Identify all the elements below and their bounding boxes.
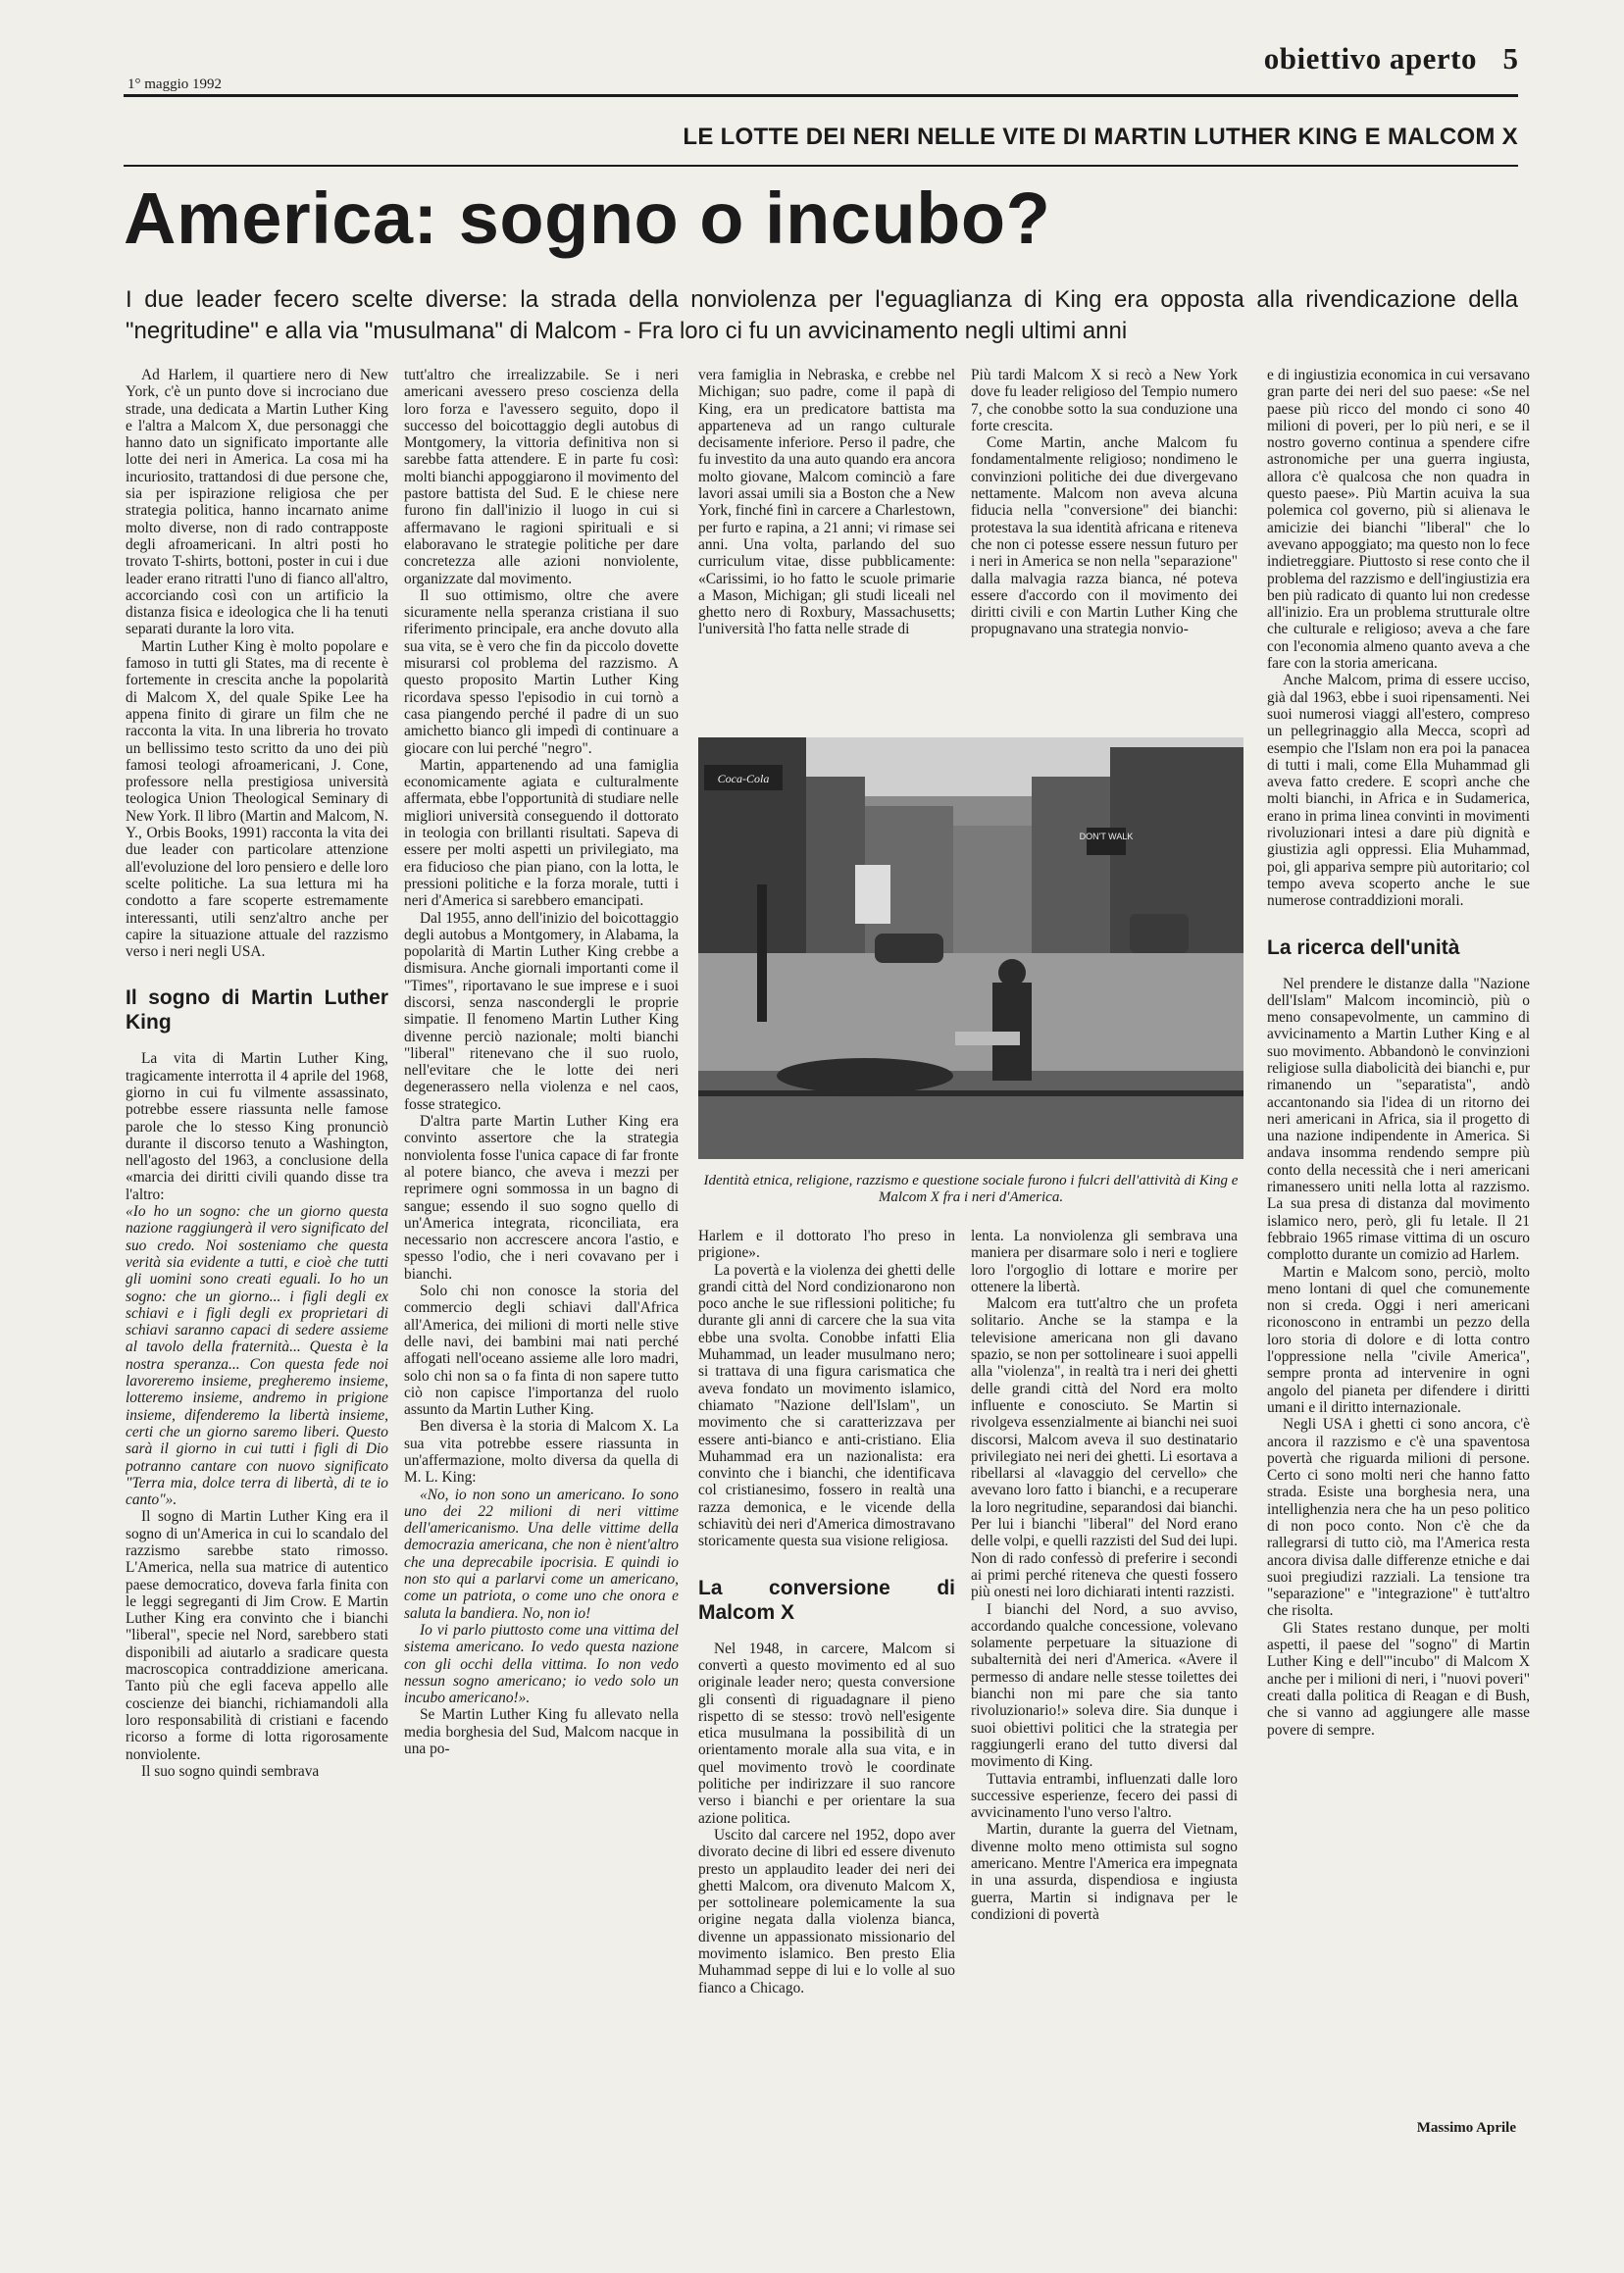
street-photo (698, 737, 1243, 1159)
kicker-rule (124, 165, 1518, 167)
paragraph: Tuttavia entrambi, influenzati dalle loro successive esperienze, fecero dei passi di avvicinamento l'uno verso l'altro. (971, 1770, 1238, 1822)
quote: Io vi parlo piuttosto come una vittima del sistema americano. Io vedo questa nazione con gli occhi della vittima. Io non vedo nessun sogno americano; io vedo solo un incubo americano!». (404, 1621, 679, 1707)
section-heading: La conversione di Malcom X (698, 1576, 955, 1624)
paragraph: lenta. La nonviolenza gli sembrava una maniera per disarmare solo i neri e togliere loro l'orgoglio di lottare e morire per ottenere la libertà. (971, 1228, 1238, 1295)
column-4-top (971, 367, 1238, 730)
paragraph: Martin, durante la guerra del Vietnam, divenne molto meno ottimista sul sogno americano. Mentre l'America era impegnata in una assurda, dispendiosa e ingiusta guerra, Martin si indignava per le condizioni di povertà (971, 1821, 1238, 1923)
paragraph: Se Martin Luther King fu allevato nella media borghesia del Sud, Malcom nacque in una po- (404, 1706, 679, 1758)
section-heading: La ricerca dell'unità (1267, 935, 1460, 959)
paragraph: Dal 1955, anno dell'inizio del boicottaggio degli autobus a Montgomery, in Alabama, la popolarità di Martin Luther King crebbe a dismisura. Anche giornali importanti come il "Times", riportavano le sue imprese e i suoi discorsi, senza nascondergli le proprie simpatie. Il fenomeno Martin Luther King divenne perciò nazionale; molti bianchi "liberal" ritenevano che il suo ruolo, nell'evitare che le lotte dei neri degenerassero nella violenza e nel caos, fosse strategico. (404, 909, 679, 1113)
column-5 (1267, 367, 1530, 2112)
quote: «No, io non sono un americano. Io sono uno dei 22 milioni di neri vittime dell'americanismo. Una delle vittime della democrazia americana, che non è nient'altro che una deprecabile ipocrisia. E quindi io non sto qui a parlarvi come un americano, come un patriota, o come uno che onora e saluta la bandiera. No, non io! (404, 1486, 679, 1622)
column-3-top (698, 367, 955, 730)
quote: «Io ho un sogno: che un giorno questa nazione raggiungerà il vero significato del suo credo. Noi sosteniamo che questa verità sia evidente a tutti, e cioè che tutti gli uomini sono creati eguali. Io ho un sogno: che un giorno... i figli degli ex schiavi e i figli degli ex proprietari di schiavi saranno capaci di sedere assieme al tavolo della fraternità... Questa è la nostra speranza... Con questa fede noi lavoreremo insieme, pregheremo insieme, lotteremo insieme, andremo in prigione insieme, difenderemo la libertà insieme, certi che un giorno saremo liberi. Questo sarà il giorno in cui tutti i figli di Dio potranno cantare con nuovo significato "Terra mia, dolce terra di libertà, di te io canto"». (126, 1203, 388, 1509)
header-rule (124, 94, 1518, 97)
paragraph: e di ingiustizia economica in cui versavano gran parte dei neri del suo paese: «Se nel paese più ricco del mondo ci sono 40 milioni di poveri, per lo più neri, e se il nostro governo continua a spendere cifre astronomiche per una guerra ingiusta, allora c'è qualcosa che non quadra in questo paese». Più Martin acuiva la sua polemica col governo, più si alienava le amicizie dei bianchi "liberal" che lo avevano appoggiato; ma questo non lo fece indietreggiare. Piuttosto si rese conto che il problema del razzismo e dell'ingiustizia era ben più radicato di quanto lui non credesse all'inizio. Era un problema strutturale oltre che culturale e religioso; aveva a che fare con l'economia almeno quanto aveva a che fare con la storia americana. (1267, 367, 1530, 673)
coca-cola-sign: Coca-Cola (717, 772, 770, 785)
paragraph: Malcom era tutt'altro che un profeta solitario. Anche se la stampa e la televisione americana non gli davano spazio, se non per sottolineare i suoi appelli alla "violenza", in realtà tra i neri dei ghetti delle grandi città del Nord era molto influente e conosciuto. Se Martin si rivolgeva essenzialmente ai bianchi nei suoi discorsi, Malcom aveva il suo destinatario privilegiato nei neri dei ghetti. Li esortava a ribellarsi al «lavaggio del cervello» che avevano loro fatto i bianchi, e a recuperare la loro negritudine, separandosi dai bianchi. Per lui i bianchi "liberal" del Nord erano delle volpi, e quelli razzisti del Sud dei lupi. Non di rado confessò di preferire i secondi ai primi perché riteneva che questi fossero più onesti nei loro dichiarati intenti razzisti. (971, 1295, 1238, 1601)
paragraph: Ad Harlem, il quartiere nero di New York, c'è un punto dove si incrociano due strade, una dedicata a Martin Luther King e l'altra a Malcom X, due personaggi che hanno dato un significato importante alle lotte dei neri in America. La cosa mi ha incuriosito, trattandosi di due persone che, sia per ispirazione religiosa che per strategia politica, hanno incarnato anime molto diverse, non di rado contrapposte degli afroamericani. In altri posti ho trovato T-shirts, bottoni, poster in cui i due leader erano ritratti l'uno di fianco all'altro, accorciando così con un artificio la distanza fisica e ideologica che li ha tenuti separati durante la loro vita. (126, 367, 388, 638)
headline: America: sogno o incubo? (124, 177, 1051, 259)
page-number: 5 (1502, 41, 1518, 76)
paragraph: Martin, appartenendo ad una famiglia economicamente agiata e culturalmente affermata, ebbe l'opportunità di studiare nelle migliori università conseguendo il dottorato in teologia con brillanti risultati. Sapeva di essere per molti aspetti un privilegiato, ma era fiducioso che pian piano, con la lotta, le pressioni politiche e la forza morale, tutti i neri d'America si sarebbero emancipati. (404, 756, 679, 910)
paragraph: Uscito dal carcere nel 1952, dopo aver divorato decine di libri ed essere divenuto presto un applaudito leader dei neri dei ghetti Malcom, ora divenuto Malcom X, per sottolineare polemicamente la sua origine negata dalla violenza bianca, divenne un appassionato missionario del movimento islamico. Ben presto Elia Muhammad seppe di lui e lo volle al suo fianco a Chicago. (698, 1826, 955, 1996)
kicker: LE LOTTE DEI NERI NELLE VITE DI MARTIN LUTHER KING E MALCOM X (683, 124, 1518, 150)
paragraph: La povertà e la violenza dei ghetti delle grandi città del Nord condizionarono non poco anche le sue riflessioni politiche; fu durante gli anni di carcere che la sua vita ebbe una svolta. Conobbe infatti Elia Muhammad, un leader musulmano nero; si trattava di una figura carismatica che aveva fondato un movimento islamico, chiamato "Nazione dell'Islam", un movimento che si caratterizzava per essere anti-bianco e anti-cristiano. Elia Muhammad era un nazionalista: era convinto che i bianchi, che identificava col cristianesimo, fossero in realtà una razza demonica, e le vicende della schiavitù dei neri d'America dimostravano storicamente questa sua visione religiosa. (698, 1261, 955, 1550)
paragraph: Il suo sogno quindi sembrava (141, 1762, 320, 1780)
paragraph: Il suo ottimismo, oltre che avere sicuramente nella speranza cristiana il suo riferimento principale, era anche dovuto alla sua vita, se è vero che fin da piccolo dovette misurarsi col problema del razzismo. A questo proposito Martin Luther King ricordava spesso l'episodio in cui tornò a casa piangendo perché il padre di un suo amichetto bianco gli impedì di continuare a giocare con lui perché "negro". (404, 586, 679, 757)
paragraph: Martin e Malcom sono, perciò, molto meno lontani di quel che comunemente non si creda. Oggi i neri americani riconoscono in entrambi un pezzo della loro storia di dolore e di lotta contro l'oppressione nella "civile America", sempre pronta ad intervenire in ogni angolo del pianeta per difendere i diritti umani e il diritto internazionale. (1267, 1263, 1530, 1416)
photo-caption: Identità etnica, religione, razzismo e questione sociale furono i fulcri dell'attività di King e Malcom X fra i neri d'America. (703, 1173, 1239, 1205)
paragraph: Ben diversa è la storia di Malcom X. La sua vita potrebbe essere riassunta in un'affermazione, molto diversa da quella di M. L. King: (404, 1418, 679, 1487)
paragraph: D'altra parte Martin Luther King era convinto assertore che la strategia nonviolenta fosse l'unica capace di far fronte al potere bianco, che aveva i mezzi per reprimere ogni sommossa in un bagno di sangue; essendo il suo sogno quello di un'America integrata, riconciliata, era necessario non accrescere ancora l'astio, e spesso l'odio, che i neri covavano per i bianchi. (404, 1113, 679, 1283)
dont-walk-sign: DON'T WALK (1079, 832, 1134, 841)
column-2 (404, 367, 679, 2122)
column-4-bottom (971, 1228, 1238, 2110)
paragraph: Martin Luther King è molto popolare e famoso in tutti gli States, ma di recente è fortemente in crescita anche la popolarità di Malcom X, del quale Spike Lee ha appena finito di girare un film che ne racconta la vita. In una libreria ho trovato un bellissimo testo scritto da uno dei più famosi teologi afroamericani, J. Cone, professore nella prestigiosa università teologica Union Theological Seminary di New York. Il libro (Martin and Malcom, N. Y., Orbis Books, 1991) racconta la vita dei due leader con particolare attenzione all'evoluzione del loro pensiero e delle loro scelte politiche. La sua lettura mi ha condotto a fare scoperte estremamente interessanti, utili senz'altro anche per capire la situazione attuale del razzismo verso i neri negli USA. (126, 637, 388, 961)
paragraph: Anche Malcom, prima di essere ucciso, già dal 1963, ebbe i suoi ripensamenti. Nei suoi numerosi viaggi all'estero, compreso un pellegrinaggio alla Mecca, scoprì ad esempio che l'Islam non era poi la panacea di tutti i mali, come Ella Muhammad gli aveva fatto credere. E scoprì anche che molti bianchi, in Africa e in Sudamerica, erano in prima linea convinti in movimenti rivoluzionari intesi a dare più dignità e giustizia agli oppressi. Elia Muhammad, poi, gli appariva sempre più autoritario; col tempo aveva scoperto anche le sue numerose contraddizioni morali. (1267, 672, 1530, 910)
paragraph: Più tardi Malcom X si recò a New York dove fu leader religioso del Tempio numero 7, che conobbe sotto la sua conduzione una forte crescita. (971, 367, 1238, 434)
issue-date: 1° maggio 1992 (127, 76, 222, 92)
paragraph: Harlem e il dottorato l'ho preso in prigione». (698, 1228, 955, 1262)
paragraph: Solo chi non conosce la storia del commercio degli schiavi dall'Africa all'America, dei milioni di morti nelle stive delle navi, dei bambini mai nati perché affogati nell'oceano assieme alle loro madri, solo chi non sa o fa finta di non sapere tutto ciò non capisce l'importanza del ruolo assunto da Martin Luther King. (404, 1283, 679, 1419)
paragraph: tutt'altro che irrealizzabile. Se i neri americani avessero preso coscienza della loro forza e l'avessero seguito, dopo il successo del boicottaggio degli autobus di Montgomery, la vittoria definitiva non si sarebbe fatta attendere. E in parte fu così: molti bianchi appoggiarono il movimento del pastore battista del Sud. E le chiese nere furono fin dall'inizio il luogo in cui si affermavano le ragioni spirituali e si elaboravano le strategie politiche per dare concretezza alle azioni nonviolente, organizzate dal movimento. (404, 367, 679, 587)
paragraph: vera famiglia in Nebraska, e crebbe nel Michigan; suo padre, come il papà di King, era un predicatore battista ma apparteneva ad un rango culturale decisamente inferiore. Perso il padre, che fu investito da una auto quando era ancora molto giovane, Malcom cominciò a fare lavori assai umili sia a Boston che a New York, finché finì in carcere a Charlestown, per furto e rapina, a 21 anni; vi rimase sei anni. Una volta, parlando del suo curriculum vitae, disse pubblicamente: «Carissimi, io ho fatto le scuole primarie a Mason, Michigan; gli studi liceali nel ghetto nero di Roxbury, Massachusetts; l'università l'ho fatta nelle strade di (698, 367, 955, 638)
column-1 (126, 367, 388, 2112)
section-heading: Il sogno di Martin Luther King (126, 986, 388, 1035)
paragraph: La vita di Martin Luther King, tragicamente interrotta il 4 aprile del 1968, giorno in cui fu vilmente assassinato, potrebbe essere riassunta nelle famose parole che lo stesso King pronunciò durante il discorso tenuto a Washington, nell'agosto del 1963, a conclusione della «marcia dei diritti civili quando disse tra l'altro: (126, 1050, 388, 1203)
paragraph: Nel prendere le distanze dalla "Nazione dell'Islam" Malcom incominciò, più o meno consapevolmente, un cammino di avvicinamento a Martin Luther King e al suo movimento. Abbandonò le convinzioni religiose sulla diabolicità dei bianchi e, pur rimanendo un "separatista", andò accantonando sia l'idea di un ritorno dei neri americani in Africa, sia il progetto di una nazione indipendente in America. Si andava insomma rendendo sempre più conto della necessità che i neri americani rimanessero uniti nella lotta al razzismo. La sua presa di distanza dal movimento islamico nero, però, gli fu letale. Il 21 febbraio 1965 rimase vittima di un oscuro complotto durante un comizio ad Harlem. (1267, 975, 1530, 1264)
paragraph: Gli States restano dunque, per molti aspetti, il paese del "sogno" di Martin Luther King e dell'"incubo" di Malcom X anche per i milioni di neri, i "nuovi poveri" creati dalla politica di Reagan e di Bush, che si vanno ad aggiungere alle masse povere di sempre. (1267, 1619, 1530, 1739)
paragraph: Come Martin, anche Malcom fu fondamentalmente religioso; nondimeno le convinzioni politiche dei due divergevano nettamente. Malcom non aveva alcuna fiducia nella "conversione" dei bianchi: protestava la sua identità africana e riteneva che non ci potesse essere nessun futuro per i neri in America se non nella "separazione" dalla malvagia razza bianca, né poteva essere d'accordo con il movimento dei diritti civili e con Martin Luther King che propugnavano una strategia nonvio- (971, 434, 1238, 638)
paragraph: Nel 1948, in carcere, Malcom si convertì a questo movimento ed al suo originale leader nero; questa conversione gli consentì di riguadagnare il pieno rispetto di se stesso: trovò nell'esigente etica musulmana la possibilità di un orientamento morale alla sua vita, e in quel movimento trovò le coordinate politiche per indirizzare il suo rancore verso i bianchi e per orientare la sua azione politica. (698, 1640, 955, 1827)
section-name: obiettivo aperto (1263, 41, 1477, 76)
paragraph: I bianchi del Nord, a suo avviso, accordando qualche concessione, volevano solamente perpetuare la situazione di subalternità dei neri d'America. «Avere il permesso di andare nelle stesse toilettes dei bianchi non mi pare che sia tanto rivoluzionario!» soleva dire. Sia dunque i suoi obiettivi politici che la strategia per raggiungerli erano del tutto diversi dal movimento di King. (971, 1600, 1238, 1771)
author-signature: Massimo Aprile (1416, 2120, 1516, 2136)
column-3-bottom (698, 1228, 955, 2110)
paragraph: Negli USA i ghetti ci sono ancora, c'è ancora il razzismo e c'è una spaventosa povertà che riguarda milioni di persone. Certo ci sono molti neri che hanno fatto strada. Esiste una borghesia nera, una intellighenzia nera che ha un peso politico di non poco conto. Non c'è che da rallegrarsi di tutto ciò, ma l'America resta ancora divisa dalle differenze etniche e dai suoi pregiudizi razziali. La tensione tra "separazione" e "integrazione" è tutt'altro che risolta. (1267, 1416, 1530, 1620)
paragraph: Il sogno di Martin Luther King era il sogno di un'America in cui lo scandalo del razzismo sarebbe stato rimosso. L'America, nella sua matrice di autentico paese democratico, doveva farla finita con le leggi segreganti di Jim Crow. E Martin Luther King era convinto che i bianchi "liberal", specie nel Nord, sarebbero stati disponibili ad aiutarlo a sradicare questa macroscopica contraddizione americana. Tanto più che egli faceva appello alle coscienze dei bianchi, richiamandoli alla loro responsabilità di cristiani e facendo ricorso a forme di lotta rigorosamente nonviolente. (126, 1508, 388, 1763)
subheadline: I due leader fecero scelte diverse: la strada della nonviolenza per l'eguaglianza di King era opposta alla rivendicazione della "negritudine" e alla via "musulmana" di Malcom - Fra loro ci fu un avvicinamento negli ultimi anni (126, 286, 1518, 344)
